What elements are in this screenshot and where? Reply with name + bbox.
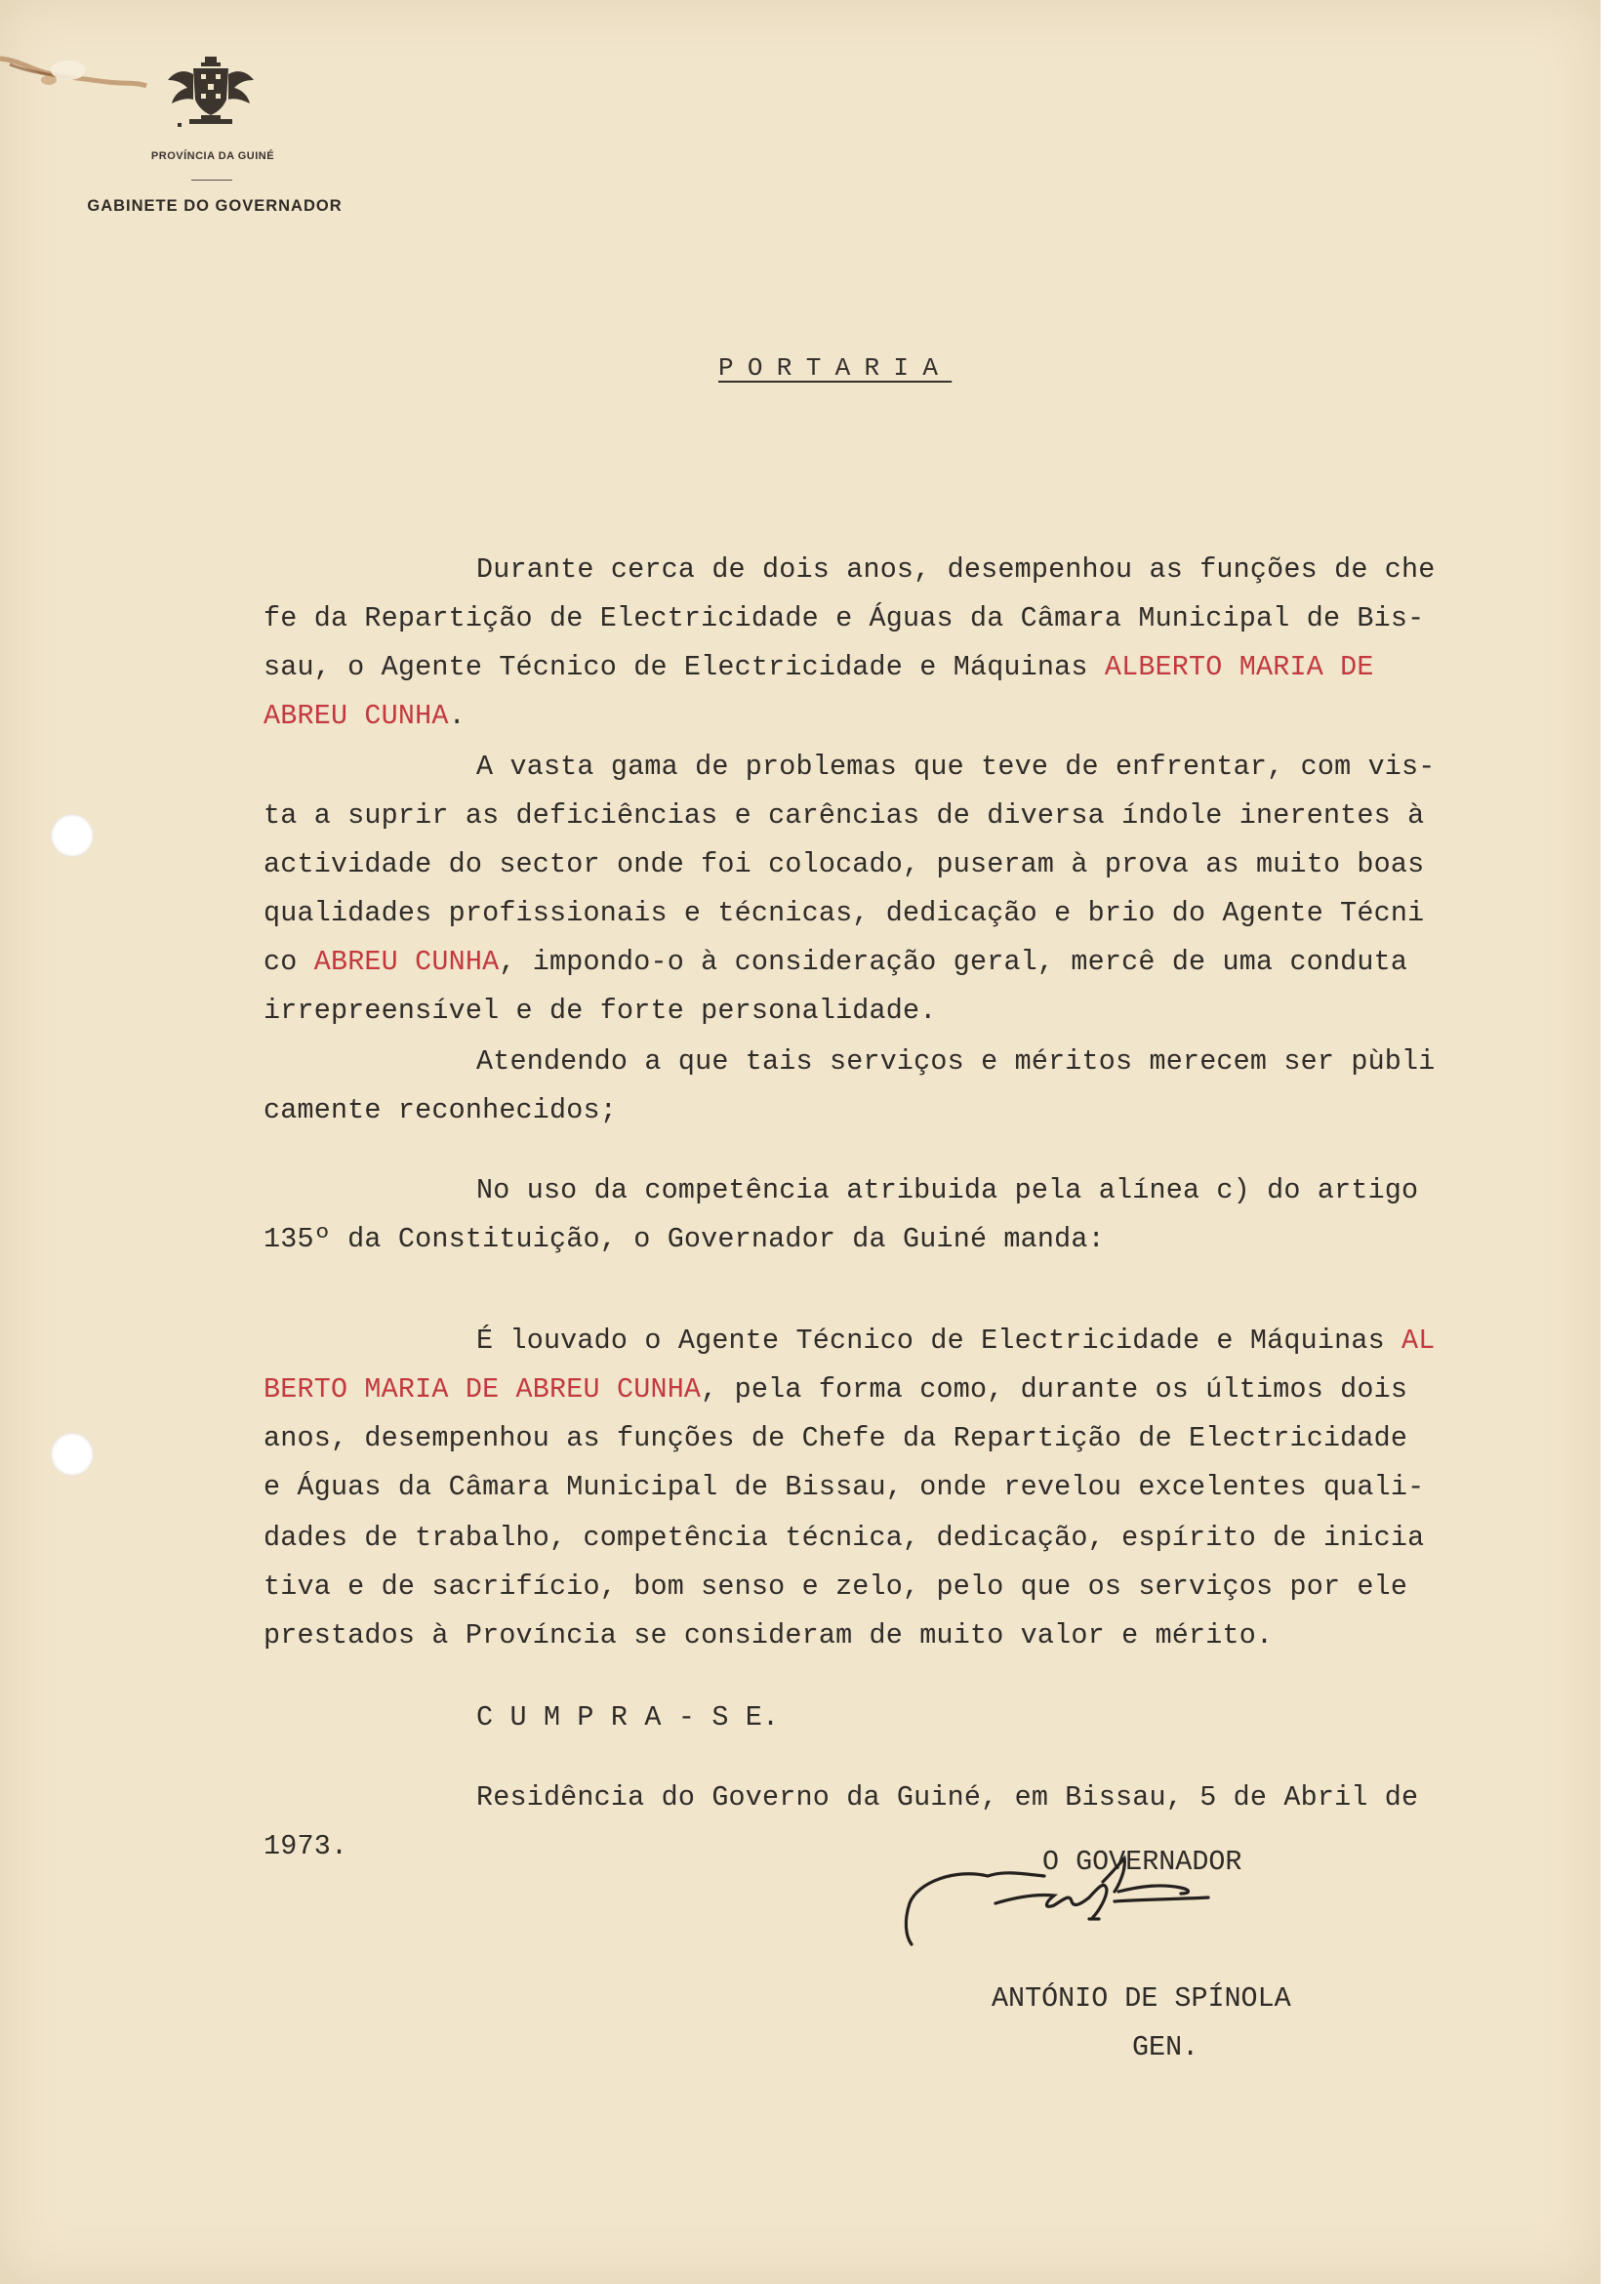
signature-block	[898, 1843, 1308, 2063]
body-text-segment: e Águas da Câmara Municipal de Bissau, onde revelou excelentes quali-	[264, 1471, 1425, 1503]
body-line	[264, 1519, 1424, 1558]
body-text-segment: É louvado o Agente Técnico de Electricidade e Máquinas	[476, 1325, 1402, 1357]
body-line	[264, 894, 1424, 933]
body-text-segment: camente reconhecidos;	[264, 1094, 617, 1126]
page-edge	[1601, 0, 1624, 2284]
paper-damage-stain	[0, 39, 156, 107]
punch-hole-bottom	[51, 1433, 94, 1476]
highlighted-name: AL	[1401, 1325, 1436, 1357]
body-line	[264, 1468, 1424, 1507]
body-text-segment: anos, desempenhou as funções de Chefe da Repartição de Electricidade	[264, 1422, 1408, 1454]
body-line	[264, 1419, 1407, 1458]
body-text-segment: .	[448, 700, 466, 732]
punch-hole-top	[51, 814, 94, 857]
office-header: GABINETE DO GOVERNADOR	[87, 197, 343, 215]
body-line	[476, 1778, 1418, 1817]
body-text-segment: No uso da competência atribuida pela alínea c) do artigo	[476, 1174, 1419, 1206]
body-line	[476, 748, 1436, 787]
body-line	[264, 648, 1374, 687]
body-line	[264, 1091, 617, 1130]
body-line	[264, 1616, 1273, 1655]
body-text-segment: irrepreensível e de forte personalidade.	[264, 995, 937, 1027]
highlighted-name: ABREU CUNHA	[264, 700, 449, 732]
body-line	[264, 599, 1424, 638]
signatory-rank: GEN.	[1132, 2031, 1199, 2063]
body-text-segment: , impondo-o à consideração geral, mercê de uma conduta	[499, 946, 1408, 978]
body-text-segment: actividade do sector onde foi colocado, puseram à prova as muito boas	[264, 848, 1425, 880]
highlighted-name: ALBERTO MARIA DE	[1104, 651, 1374, 683]
body-text-segment: 135º da Constituição, o Governador da Guiné manda:	[264, 1223, 1105, 1255]
header-divider	[191, 180, 232, 181]
body-line	[264, 1827, 347, 1866]
handwritten-signature-icon	[898, 1843, 1308, 1960]
body-line	[264, 697, 466, 736]
body-line	[264, 992, 937, 1031]
body-line	[476, 1171, 1418, 1210]
body-text-segment: tiva e de sacrifício, bom senso e zelo, pelo que os serviços por ele	[264, 1570, 1408, 1603]
body-line	[264, 1220, 1105, 1259]
province-header: PROVÍNCIA DA GUINÉ	[150, 150, 275, 162]
body-text-segment: Durante cerca de dois anos, desempenhou as funções de che	[476, 553, 1436, 586]
body-line	[476, 1042, 1436, 1081]
body-line	[264, 845, 1424, 884]
signatory-name: ANTÓNIO DE SPÍNOLA	[992, 1982, 1291, 2015]
body-line	[476, 551, 1436, 590]
body-text-segment: dades de trabalho, competência técnica, dedicação, espírito de inicia	[264, 1522, 1425, 1554]
body-text-segment: co	[264, 946, 314, 978]
highlighted-name: ABREU CUNHA	[313, 946, 500, 978]
body-line	[264, 1568, 1407, 1607]
body-line	[264, 1370, 1407, 1409]
body-text-segment: A vasta gama de problemas que teve de enfrentar, com vis-	[476, 751, 1436, 783]
coat-of-arms-icon	[164, 55, 258, 129]
body-text-segment: fe da Repartição de Electricidade e Águas da Câmara Municipal de Bis-	[264, 602, 1425, 634]
highlighted-name: BERTO MARIA DE ABREU CUNHA	[264, 1373, 702, 1406]
body-line	[476, 1322, 1436, 1361]
signature-role: O GOVERNADOR	[1042, 1846, 1242, 1878]
body-text-segment: , pela forma como, durante os últimos dois	[701, 1373, 1408, 1406]
body-text-segment: 1973.	[264, 1830, 348, 1862]
body-text-segment: qualidades profissionais e técnicas, dedicação e brio do Agente Técni	[264, 897, 1425, 929]
body-line	[476, 1698, 779, 1737]
body-text-segment: prestados à Província se consideram de muito valor e mérito.	[264, 1619, 1274, 1652]
body-text-segment: Residência do Governo da Guiné, em Bissau, 5 de Abril de	[476, 1781, 1419, 1814]
body-text-segment: ta a suprir as deficiências e carências de diversa índole inerentes à	[264, 799, 1425, 832]
body-text-segment: Atendendo a que tais serviços e méritos merecem ser pùbli	[476, 1045, 1436, 1078]
body-text-segment: sau, o Agente Técnico de Electricidade e Máquinas	[264, 651, 1105, 683]
body-line	[264, 796, 1424, 836]
document-title: PORTARIA	[718, 353, 953, 383]
body-text-segment: C U M P R A - S E.	[476, 1701, 780, 1733]
body-line	[264, 943, 1407, 982]
